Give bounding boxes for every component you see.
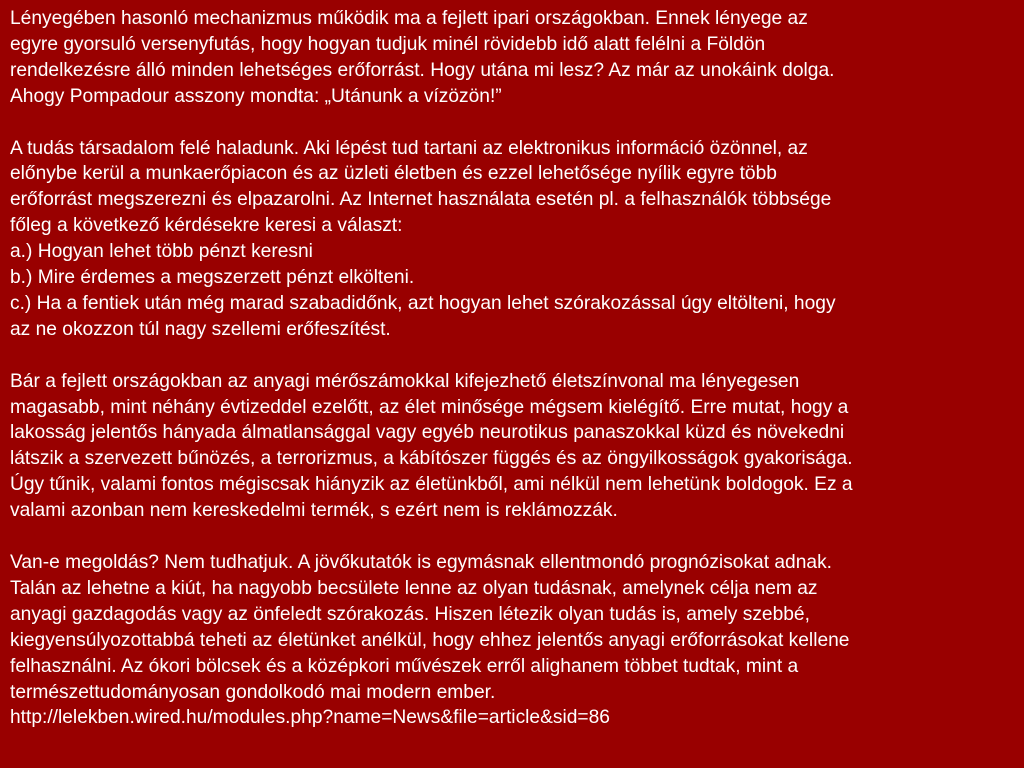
paragraph-2 (10, 136, 1016, 343)
source-url: http://lelekben.wired.hu/modules.php?name=News&file=article&sid=86 (10, 707, 610, 729)
text-line: előnybe kerül a munkaerőpiacon és az üzleti életben és ezzel lehetősége nyílik egyre több (10, 163, 777, 185)
text-line: Talán az lehetne a kiút, ha nagyobb becsülete lenne az olyan tudásnak, amelynek célja nem az (10, 577, 818, 599)
text-line: rendelkezésre álló minden lehetséges erőforrást. Hogy utána mi lesz? Az már az unokáink dolga. (10, 59, 835, 81)
text-line: kiegyensúlyozottabbá teheti az életünket anélkül, hogy ehhez jelentős anyagi erőforrásokat kellene (10, 629, 850, 651)
text-line: felhasználni. Az ókori bölcsek és a középkori művészek erről alighanem többet tudtak, mint a (10, 655, 799, 677)
paragraph-4 (10, 550, 1016, 731)
text-line: erőforrást megszerezni és elpazarolni. Az Internet használata esetén pl. a felhasználók többsége (10, 189, 832, 211)
list-item-a: a.) Hogyan lehet több pénzt keresni (10, 241, 313, 263)
text-line: Úgy tűnik, valami fontos mégiscsak hiányzik az életünkből, ami nélkül nem lehetünk boldogok. Ez a (10, 474, 853, 496)
text-line: főleg a következő kérdésekre keresi a választ: (10, 215, 403, 237)
text-line: az ne okozzon túl nagy szellemi erőfeszítést. (10, 318, 391, 340)
text-line: valami azonban nem kereskedelmi termék, s ezért nem is reklámozzák. (10, 500, 618, 522)
text-line: Lényegében hasonló mechanizmus működik ma a fejlett ipari országokban. Ennek lényege az (10, 8, 808, 29)
paragraph-3 (10, 369, 1016, 524)
text-line: anyagi gazdagodás vagy az önfeledt szórakozás. Hiszen létezik olyan tudás is, amely szebbé, (10, 603, 810, 625)
text-line: Bár a fejlett országokban az anyagi mérőszámokkal kifejezhető életszínvonal ma lényegesen (10, 370, 800, 392)
text-line: lakosság jelentős hányada álmatlansággal vagy egyéb neurotikus panaszokkal küzd és növekedni (10, 422, 845, 444)
article-text (10, 6, 1016, 731)
text-line: természettudományosan gondolkodó mai modern ember. (10, 681, 496, 703)
paragraph-1 (10, 6, 1016, 110)
list-item-b: b.) Mire érdemes a megszerzett pénzt elkölteni. (10, 267, 415, 289)
list-item-c: c.) Ha a fentiek után még marad szabadidőnk, azt hogyan lehet szórakozással úgy eltölteni, hogy (10, 292, 836, 314)
text-line: Van-e megoldás? Nem tudhatjuk. A jövőkutatók is egymásnak ellentmondó prognózisokat adnak. (10, 551, 832, 573)
text-line: magasabb, mint néhány évtizeddel ezelőtt, az élet minősége mégsem kielégítő. Erre mutat, hogy a (10, 396, 849, 418)
text-line: A tudás társadalom felé haladunk. Aki lépést tud tartani az elektronikus információ özönnel, az (10, 137, 808, 159)
text-line: látszik a szervezett bűnözés, a terrorizmus, a kábítószer függés és az öngyilkosságok gyakorisága. (10, 448, 853, 470)
text-line: Ahogy Pompadour asszony mondta: „Utánunk a vízözön!” (10, 85, 502, 107)
text-line: egyre gyorsuló versenyfutás, hogy hogyan tudjuk minél rövidebb idő alatt felélni a Földön (10, 33, 766, 55)
